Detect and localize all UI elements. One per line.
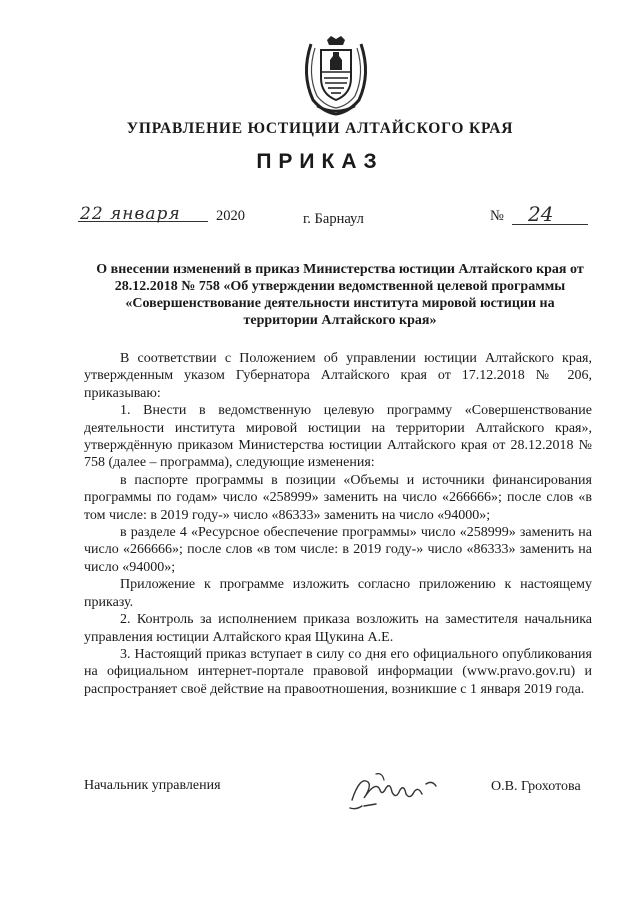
city: г. Барнаул <box>303 211 364 227</box>
number-sign: № <box>490 208 504 224</box>
body-paragraph: 3. Настоящий приказ вступает в силу со дня его официального опубликования на официальном интернет-портале правовой информации (www.pravo.gov.ru) и распространяет своё действие на правоотношения, возникшие с 1 января 2019 года. <box>84 646 592 697</box>
signature-block <box>0 770 640 810</box>
date-year: 2020 <box>216 208 245 224</box>
body-paragraph: 2. Контроль за исполнением приказа возложить на заместителя начальника управления юстиции Алтайского края Щукина А.Е. <box>84 612 592 645</box>
handwritten-date: 22 января <box>80 204 181 224</box>
body-paragraph: Приложение к программе изложить согласно приложению к настоящему приказу. <box>84 577 592 610</box>
document-type-title: ПРИКАЗ <box>256 150 384 173</box>
date-number-row <box>0 204 640 232</box>
handwritten-number: 24 <box>528 202 554 226</box>
altai-coat-of-arms-icon <box>297 34 375 118</box>
handwritten-signature-icon <box>346 770 442 812</box>
signer-position: Начальник управления <box>84 778 221 793</box>
order-subject: О внесении изменений в приказ Министерства юстиции Алтайского края от 28.12.2018 № 758 «Об утверждении ведомственной целевой программы «Совершенствование деятельности института мировой юстиции на территории Алтайского края» <box>96 262 584 328</box>
body-paragraph: в паспорте программы в позиции «Объемы и источники финансирования программы по годам» число «258999» заменить на число «266666»; после слов «в том числе: в 2019 году-» число «86333» заменить на число «94000»; <box>84 472 592 523</box>
body-paragraph: в разделе 4 «Ресурсное обеспечение программы» число «258999» заменить на число «266666»; после слов «в том числе: в 2019 году-» число «86333» заменить на число «94000»; <box>84 525 592 575</box>
signer-name: О.В. Грохотова <box>491 779 581 794</box>
body-paragraph: В соответствии с Положением об управлении юстиции Алтайского края, утвержденным указом Губернатора Алтайского края от 17.12.2018 № 206, приказываю: <box>84 351 592 401</box>
order-body <box>84 350 592 698</box>
organization-title: УПРАВЛЕНИЕ ЮСТИЦИИ АЛТАЙСКОГО КРАЯ <box>126 120 514 137</box>
body-paragraph: 1. Внести в ведомственную целевую программу «Совершенствование деятельности института мировой юстиции на территории Алтайского края», утверждённую приказом Министерства юстиции Алтайского края от 28.12.2018 № 758 (далее – программа), следующие изменения: <box>84 403 592 471</box>
